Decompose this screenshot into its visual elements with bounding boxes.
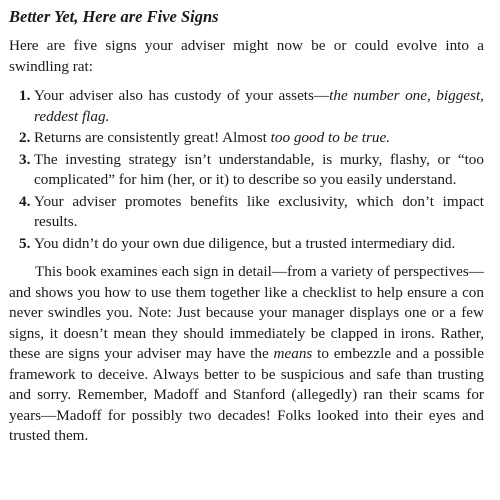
body-emphasis: means — [273, 345, 313, 362]
list-item-emphasis: too good to be true. — [270, 129, 391, 146]
list-item — [9, 234, 484, 255]
list-item-emphasis: the number one, biggest, reddest flag. — [34, 87, 484, 125]
list-item — [9, 86, 484, 127]
list-item-number: 2. — [19, 129, 31, 146]
list-item-text: Returns are consistently great! Almost — [34, 129, 271, 146]
list-item-text: Your adviser promotes benefits like exclusivity, which don’t impact results. — [34, 192, 484, 230]
list-item-number: 5. — [19, 234, 31, 252]
list-item — [9, 128, 484, 149]
body-paragraph — [9, 262, 484, 447]
intro-paragraph: Here are five signs your adviser might now be or could evolve into a swindling rat: — [9, 37, 484, 75]
list-item-number: 1. — [19, 87, 31, 104]
body-text-part2: to embezzle and a possible framework to deceive. Always better to be suspicious and safe than trusting and sorry. Remember, Madoff and Stanford (allegedly) ran their scams for years—Madoff for possibly two decades! Folks looked into their eyes and trusted them. — [9, 345, 484, 444]
section-heading: Better Yet, Here are Five Signs — [9, 7, 219, 26]
list-item — [9, 192, 484, 233]
list-item-text: The investing strategy isn’t understandable, is murky, flashy, or “too complicated” for him (her, or it) to describe so you easily understand. — [34, 150, 484, 188]
list-item-text: You didn’t do your own due diligence, but a trusted intermediary did. — [34, 234, 456, 252]
list-item-number: 4. — [19, 192, 31, 210]
list-item-number: 3. — [19, 150, 31, 168]
body-text-part1: This book examines each sign in detail—from a variety of perspectives—and shows you how to use them together like a checklist to help ensure a con never swindles you. Note: Just because your manager displays one or a few signs, it doesn’t mean they should immediately be clapped in irons. Rather, these are signs your adviser may have the — [9, 263, 484, 362]
signs-list — [9, 86, 484, 254]
list-item — [9, 150, 484, 191]
list-item-text: Your adviser also has custody of your assets— — [34, 87, 330, 104]
